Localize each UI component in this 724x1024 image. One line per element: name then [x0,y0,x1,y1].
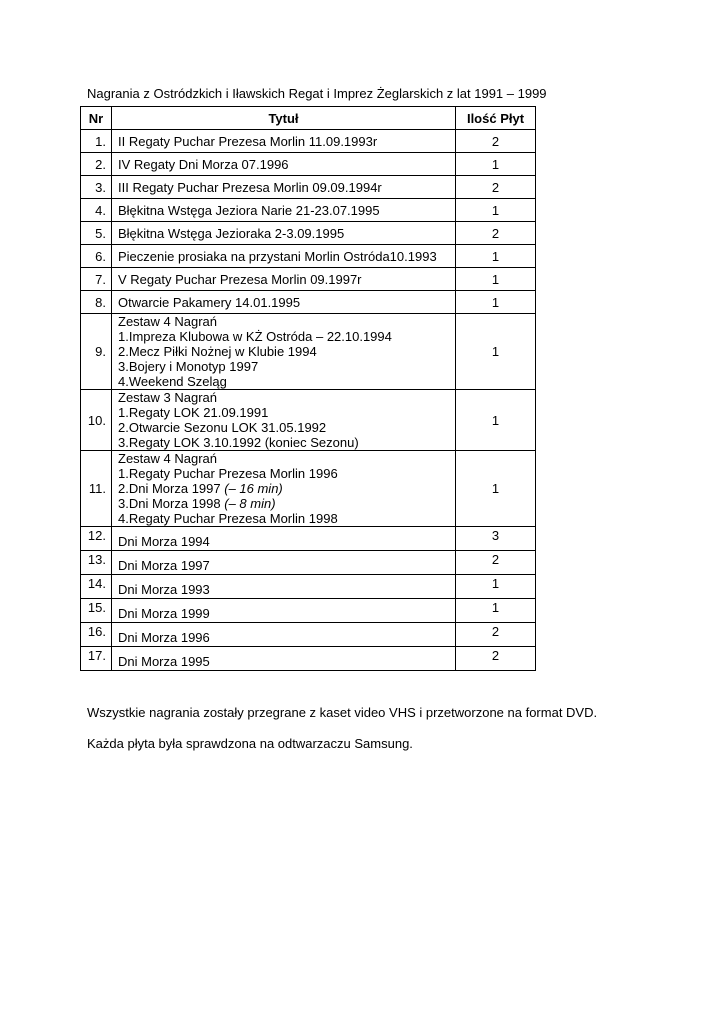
table-row [81,623,536,647]
set-line: 1.Regaty Puchar Prezesa Morlin 1996 [118,466,338,481]
table-row-set [81,390,536,451]
document-heading: Nagrania z Ostródzkich i Iławskich Regat i Imprez Żeglarskich z lat 1991 – 1999 [87,86,547,101]
row-title: Błękitna Wstęga Jezioraka 2-3.09.1995 [112,222,456,245]
set-line: Zestaw 4 Nagrań [118,451,217,466]
footnote-vhs-transfer: Wszystkie nagrania zostały przegrane z kaset video VHS i przetworzone na format DVD. [87,705,598,720]
row-title: Dni Morza 1999 [112,599,456,623]
table-row [81,575,536,599]
table-row [81,176,536,199]
table-row [81,647,536,671]
table-row [81,199,536,222]
row-number: 8. [81,291,112,314]
duration-note: (– 8 min) [224,496,276,511]
set-line-text: 3.Dni Morza 1998 [118,496,225,511]
row-title-set [112,314,456,390]
row-number: 7. [81,268,112,291]
table-row [81,291,536,314]
table-row-set [81,451,536,527]
table-row [81,130,536,153]
row-title: Dni Morza 1996 [112,623,456,647]
set-line: 3.Regaty LOK 3.10.1992 (koniec Sezonu) [118,435,359,450]
row-disc-count: 1 [456,291,536,314]
row-number: 3. [81,176,112,199]
table-header-row [81,107,536,130]
row-title-set [112,451,456,527]
set-line-text: 2.Dni Morza 1997 [118,481,225,496]
column-header-qty: Ilość Płyt [456,107,536,130]
row-number: 14. [81,575,112,599]
row-title-set [112,390,456,451]
set-line: Zestaw 3 Nagrań [118,390,217,405]
row-disc-count: 2 [456,623,536,647]
row-disc-count: 2 [456,551,536,575]
row-disc-count: 1 [456,314,536,390]
set-line: 2.Otwarcie Sezonu LOK 31.05.1992 [118,420,327,435]
duration-note: (– 16 min) [224,481,283,496]
table-row [81,153,536,176]
row-number: 1. [81,130,112,153]
set-line [118,481,449,496]
row-number: 6. [81,245,112,268]
row-disc-count: 1 [456,451,536,527]
row-number: 2. [81,153,112,176]
table-row [81,551,536,575]
row-number: 13. [81,551,112,575]
table-row-set [81,314,536,390]
row-title: III Regaty Puchar Prezesa Morlin 09.09.1994r [112,176,456,199]
row-title: Otwarcie Pakamery 14.01.1995 [112,291,456,314]
row-number: 12. [81,527,112,551]
row-disc-count: 1 [456,390,536,451]
set-line: Zestaw 4 Nagrań [118,314,217,329]
row-title: Dni Morza 1997 [112,551,456,575]
row-disc-count: 2 [456,222,536,245]
row-disc-count: 1 [456,245,536,268]
set-line: 4.Regaty Puchar Prezesa Morlin 1998 [118,511,338,526]
row-title: Błękitna Wstęga Jeziora Narie 21-23.07.1995 [112,199,456,222]
row-number: 16. [81,623,112,647]
row-number: 11. [81,451,112,527]
footnote-disc-check: Każda płyta była sprawdzona na odtwarzaczu Samsung. [87,736,413,751]
table-row [81,245,536,268]
row-title: Dni Morza 1994 [112,527,456,551]
set-line [118,496,449,511]
row-title: Pieczenie prosiaka na przystani Morlin Ostróda10.1993 [112,245,456,268]
recordings-table [80,106,536,671]
row-disc-count: 2 [456,130,536,153]
table-row [81,268,536,291]
table-row [81,599,536,623]
row-number: 15. [81,599,112,623]
row-disc-count: 1 [456,199,536,222]
row-disc-count: 1 [456,153,536,176]
table-row [81,527,536,551]
row-disc-count: 1 [456,575,536,599]
set-line: 1.Regaty LOK 21.09.1991 [118,405,269,420]
set-line: 4.Weekend Szeląg [118,374,227,389]
row-disc-count: 3 [456,527,536,551]
row-disc-count: 2 [456,176,536,199]
row-title: V Regaty Puchar Prezesa Morlin 09.1997r [112,268,456,291]
set-line: 2.Mecz Piłki Nożnej w Klubie 1994 [118,344,317,359]
row-title: IV Regaty Dni Morza 07.1996 [112,153,456,176]
column-header-title: Tytuł [112,107,456,130]
column-header-nr: Nr [81,107,112,130]
row-number: 10. [81,390,112,451]
row-number: 9. [81,314,112,390]
row-title: II Regaty Puchar Prezesa Morlin 11.09.1993r [112,130,456,153]
row-disc-count: 1 [456,599,536,623]
row-number: 17. [81,647,112,671]
row-disc-count: 2 [456,647,536,671]
table-row [81,222,536,245]
set-line: 3.Bojery i Monotyp 1997 [118,359,259,374]
row-disc-count: 1 [456,268,536,291]
row-number: 5. [81,222,112,245]
set-line: 1.Impreza Klubowa w KŻ Ostróda – 22.10.1994 [118,329,392,344]
row-number: 4. [81,199,112,222]
row-title: Dni Morza 1995 [112,647,456,671]
row-title: Dni Morza 1993 [112,575,456,599]
